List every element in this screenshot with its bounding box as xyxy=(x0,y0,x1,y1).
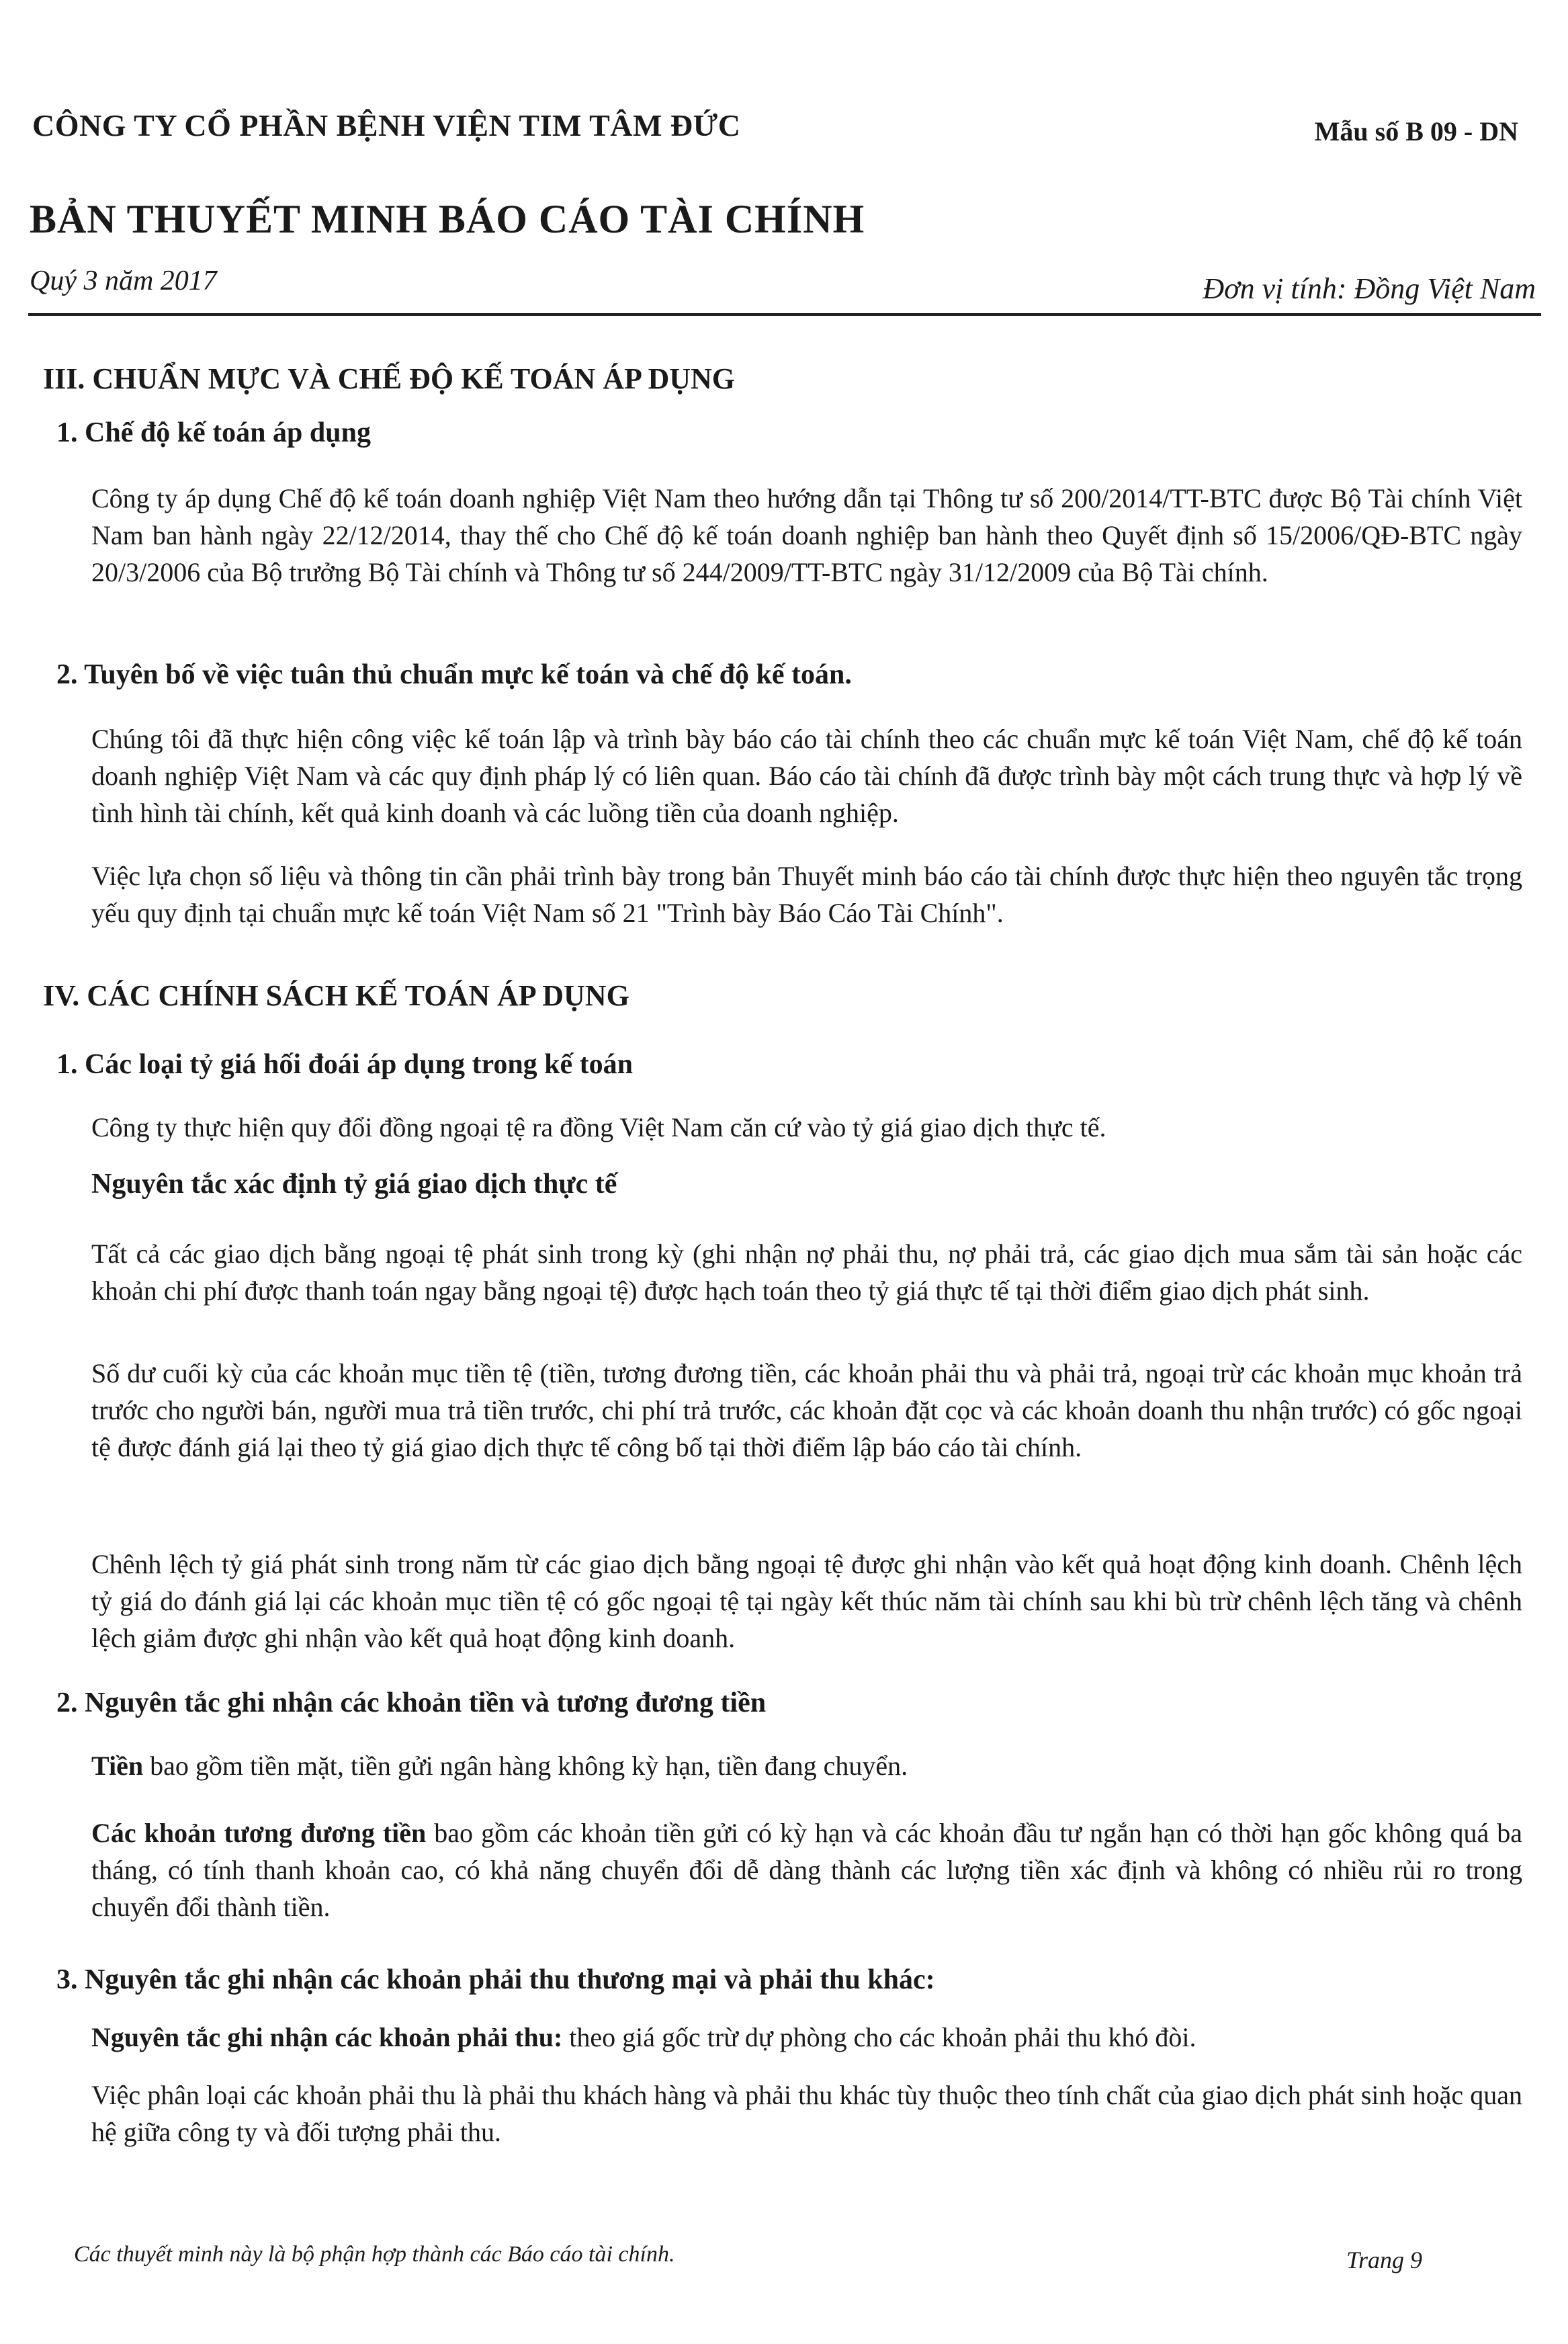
currency-unit: Đơn vị tính: Đồng Việt Nam xyxy=(1203,272,1536,305)
section-3-heading: III. CHUẨN MỰC VÀ CHẾ ĐỘ KẾ TOÁN ÁP DỤNG xyxy=(43,362,736,395)
form-number: Mẫu số B 09 - DN xyxy=(1314,116,1518,146)
section-4-3-heading: 3. Nguyên tắc ghi nhận các khoản phải thu thương mại và phải thu khác: xyxy=(56,1964,935,1995)
section-4-3-paragraph-1 xyxy=(91,2019,1522,2056)
section-3-2-paragraph-1: Chúng tôi đã thực hiện công việc kế toán lập và trình bày báo cáo tài chính theo các chuẩn mực kế toán Việt Nam, chế độ kế toán doanh nghiệp Việt Nam và các quy định pháp lý có liên quan. Báo cáo tài chính đã được trình bày một cách trung thực và hợp lý về tình hình tài chính, kết quả kinh doanh và các luồng tiền của doanh nghiệp. xyxy=(91,724,1522,828)
term-receivables-principle: Nguyên tắc ghi nhận các khoản phải thu: xyxy=(91,2022,563,2052)
document-title: BẢN THUYẾT MINH BÁO CÁO TÀI CHÍNH xyxy=(30,197,865,241)
section-3-2-paragraph-2: Việc lựa chọn số liệu và thông tin cần phải trình bày trong bản Thuyết minh báo cáo tài chính được thực hiện theo nguyên tắc trọng yếu quy định tại chuẩn mực kế toán Việt Nam số 21 "Trình bày Báo Cáo Tài Chính". xyxy=(91,861,1522,928)
footer-note: Các thuyết minh này là bộ phận hợp thành các Báo cáo tài chính. xyxy=(74,2242,675,2267)
section-4-heading: IV. CÁC CHÍNH SÁCH KẾ TOÁN ÁP DỤNG xyxy=(43,979,629,1012)
term-cash: Tiền xyxy=(91,1751,144,1781)
section-3-2-heading: 2. Tuyên bố về việc tuân thủ chuẩn mực kế toán và chế độ kế toán. xyxy=(56,659,852,690)
term-cash-equivalents-definition: bao gồm các khoản tiền gửi có kỳ hạn và các khoản đầu tư ngắn hạn có thời hạn gốc không quá ba tháng, có tính thanh khoản cao, có khả năng chuyển đổi dễ dàng thành các lượng tiền xác định và không có nhiều rủi ro trong chuyển đổi thành tiền. xyxy=(91,1818,1522,1922)
header-divider xyxy=(28,313,1541,316)
section-4-1-subheading: Nguyên tắc xác định tỷ giá giao dịch thực tế xyxy=(91,1169,617,1200)
term-cash-equivalents: Các khoản tương đương tiền xyxy=(91,1818,427,1848)
section-4-1-paragraph-3: Số dư cuối kỳ của các khoản mục tiền tệ (tiền, tương đương tiền, các khoản phải thu và phải trả, ngoại trừ các khoản mục khoản trả trước cho người bán, người mua trả tiền trước, chi phí trả trước, các khoản đặt cọc và các khoản doanh thu nhận trước) có gốc ngoại tệ được đánh giá lại theo tỷ giá giao dịch thực tế công bố tại thời điểm lập báo cáo tài chính. xyxy=(91,1358,1522,1462)
section-3-1-paragraph: Công ty áp dụng Chế độ kế toán doanh nghiệp Việt Nam theo hướng dẫn tại Thông tư số 200/2014/TT-BTC được Bộ Tài chính Việt Nam ban hành ngày 22/12/2014, thay thế cho Chế độ kế toán doanh nghiệp ban hành theo Quyết định số 15/2006/QĐ-BTC ngày 20/3/2006 của Bộ trưởng Bộ Tài chính và Thông tư số 244/2009/TT-BTC ngày 31/12/2009 của Bộ Tài chính. xyxy=(91,483,1522,587)
section-4-1-paragraph-4: Chênh lệch tỷ giá phát sinh trong năm từ các giao dịch bằng ngoại tệ được ghi nhận vào kết quả hoạt động kinh doanh. Chênh lệch tỷ giá do đánh giá lại các khoản mục tiền tệ có gốc ngoại tệ tại ngày kết thúc năm tài chính sau khi bù trừ chênh lệch tăng và chênh lệch giảm được ghi nhận vào kết quả hoạt động kinh doanh. xyxy=(91,1549,1522,1653)
section-4-2-paragraph-2 xyxy=(91,1814,1522,1925)
section-4-3-paragraph-2: Việc phân loại các khoản phải thu là phải thu khách hàng và phải thu khác tùy thuộc theo tính chất của giao dịch phát sinh hoặc quan hệ giữa công ty và đối tượng phải thu. xyxy=(91,2080,1522,2147)
page-number: Trang 9 xyxy=(1346,2247,1423,2273)
company-name: CÔNG TY CỔ PHẦN BỆNH VIỆN TIM TÂM ĐỨC xyxy=(32,108,741,142)
term-cash-definition: bao gồm tiền mặt, tiền gửi ngân hàng không kỳ hạn, tiền đang chuyển. xyxy=(143,1751,908,1781)
section-4-1-paragraph-1: Công ty thực hiện quy đổi đồng ngoại tệ ra đồng Việt Nam căn cứ vào tỷ giá giao dịch thực tế. xyxy=(91,1112,1106,1142)
section-4-1-heading: 1. Các loại tỷ giá hối đoái áp dụng trong kế toán xyxy=(56,1049,634,1080)
reporting-period: Quý 3 năm 2017 xyxy=(30,265,217,296)
section-3-1-heading: 1. Chế độ kế toán áp dụng xyxy=(56,417,371,448)
section-4-1-paragraph-2: Tất cả các giao dịch bằng ngoại tệ phát sinh trong kỳ (ghi nhận nợ phải thu, nợ phải trả, các giao dịch mua sắm tài sản hoặc các khoản chi phí được thanh toán ngay bằng ngoại tệ) được hạch toán theo tỷ giá thực tế tại thời điểm giao dịch phát sinh. xyxy=(91,1239,1522,1306)
section-4-2-heading: 2. Nguyên tắc ghi nhận các khoản tiền và tương đương tiền xyxy=(56,1687,767,1718)
term-receivables-principle-text: theo giá gốc trừ dự phòng cho các khoản phải thu khó đòi. xyxy=(562,2022,1196,2052)
section-4-2-paragraph-1 xyxy=(91,1747,1522,1784)
